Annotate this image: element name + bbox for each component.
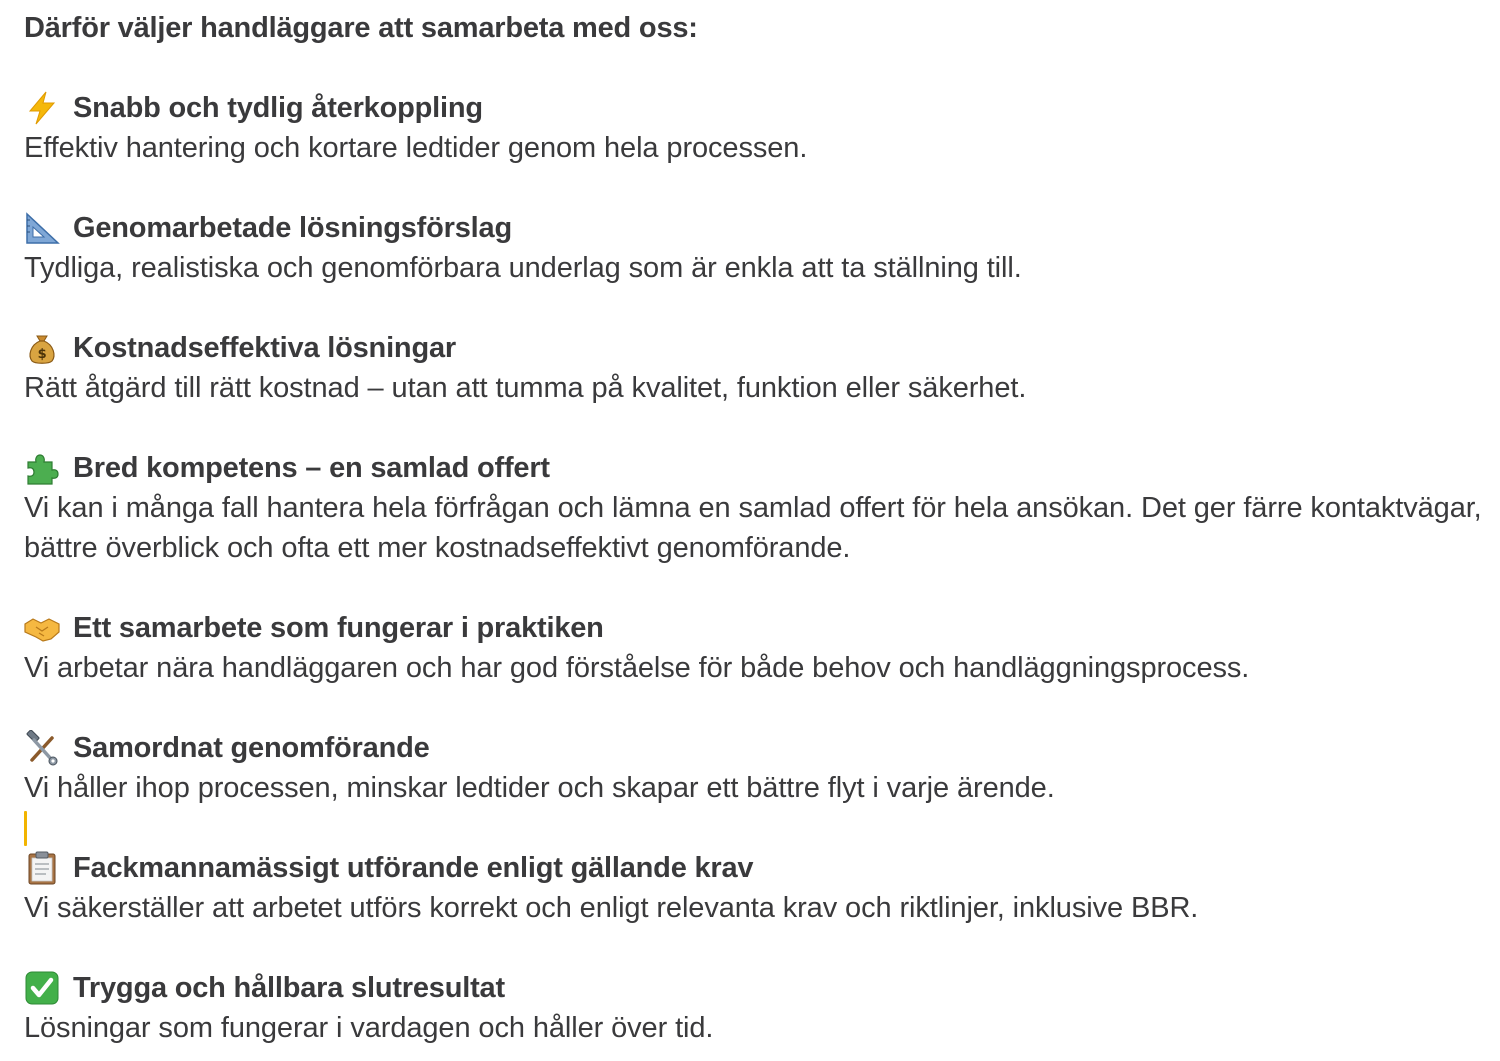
benefit-section: [24, 848, 1489, 928]
money-bag-icon: [24, 330, 60, 366]
benefit-text: Vi arbetar nära handläggaren och har god förståelse för både behov och handläggningsprocess.: [24, 652, 1250, 684]
check-mark-button-icon: [24, 970, 60, 1006]
benefit-title: Kostnadseffektiva lösningar: [73, 332, 456, 364]
benefit-text: Vi håller ihop processen, minskar ledtider och skapar ett bättre flyt i varje ärende.: [24, 772, 1055, 804]
benefit-section: [24, 328, 1489, 408]
benefit-section: [24, 448, 1489, 568]
note-document[interactable]: [24, 8, 1489, 1048]
puzzle-piece-icon: [24, 450, 60, 486]
hammer-and-wrench-icon: [24, 730, 60, 766]
benefit-title: Ett samarbete som fungerar i praktiken: [73, 612, 604, 644]
benefit-section: [24, 88, 1489, 168]
handshake-icon: [24, 610, 60, 646]
benefit-section: [24, 968, 1489, 1048]
benefit-text: Vi säkerställer att arbetet utförs korrekt och enligt relevanta krav och riktlinjer, inklusive BBR.: [24, 892, 1199, 924]
svg-text:$: $: [37, 347, 47, 362]
benefit-title: Trygga och hållbara slutresultat: [73, 972, 505, 1004]
benefit-title: Fackmannamässigt utförande enligt gällande krav: [73, 852, 754, 884]
lightning-icon: [24, 90, 60, 126]
benefit-text: Effektiv hantering och kortare ledtider genom hela processen.: [24, 132, 808, 164]
benefit-section: [24, 208, 1489, 288]
benefit-text: Tydliga, realistiska och genomförbara underlag som är enkla att ta ställning till.: [24, 252, 1022, 284]
benefit-section: [24, 728, 1489, 808]
benefit-title: Samordnat genomförande: [73, 732, 430, 764]
triangular-ruler-icon: [24, 210, 60, 246]
text-cursor-line[interactable]: [24, 808, 1489, 848]
benefit-text: Rätt åtgärd till rätt kostnad – utan att tumma på kvalitet, funktion eller säkerhet.: [24, 372, 1027, 404]
document-heading: Därför väljer handläggare att samarbeta med oss:: [24, 12, 698, 44]
benefit-text: Vi kan i många fall hantera hela förfrågan och lämna en samlad offert för hela ansökan. Det ger färre kontaktvägar, bättre överblick och ofta ett mer kostnadseffektivt genomförande.: [24, 492, 1482, 564]
benefit-title: Genomarbetade lösningsförslag: [73, 212, 512, 244]
benefit-section: [24, 608, 1489, 688]
benefit-title: Bred kompetens – en samlad offert: [73, 452, 550, 484]
benefit-text: Lösningar som fungerar i vardagen och håller över tid.: [24, 1012, 714, 1044]
benefit-title: Snabb och tydlig återkoppling: [73, 92, 483, 124]
text-cursor: [24, 811, 27, 846]
clipboard-icon: [24, 850, 60, 886]
